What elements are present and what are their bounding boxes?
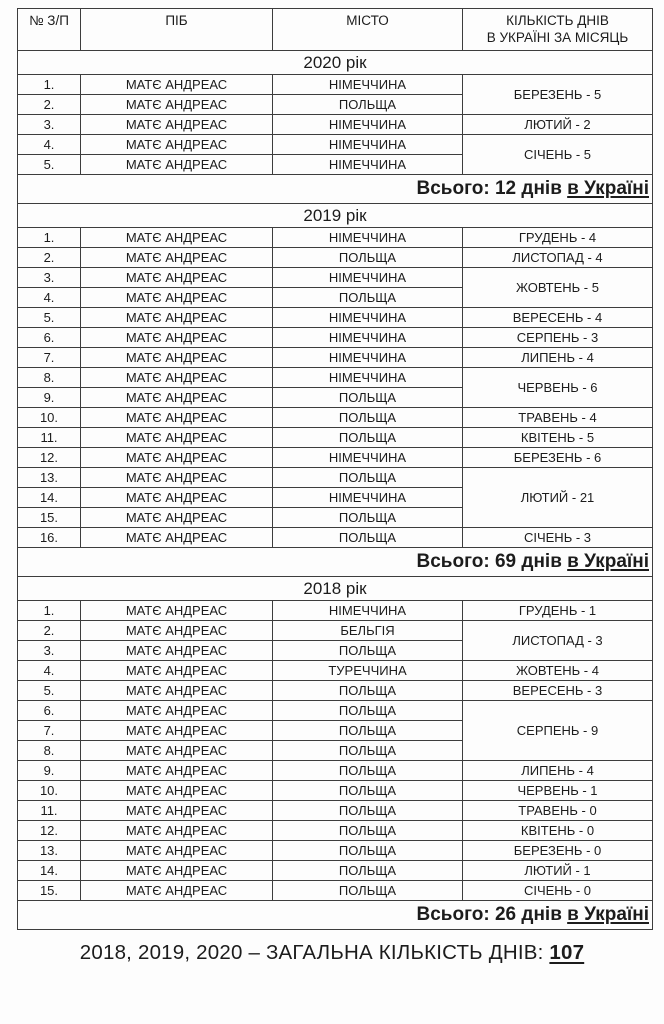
cell-name: МАТЄ АНДРЕАС — [81, 701, 273, 721]
table-row — [18, 801, 653, 821]
cell-city: НІМЕЧЧИНА — [273, 155, 463, 175]
cell-month: БЕРЕЗЕНЬ - 5 — [463, 75, 653, 115]
total-text: Всього: 26 днів — [416, 904, 562, 925]
table-row — [18, 841, 653, 861]
col-header-name-label: ПІБ — [165, 13, 188, 28]
year-row — [18, 577, 653, 601]
total-underlined-text: в Україні — [567, 904, 649, 925]
col-header-num — [18, 9, 81, 51]
cell-city: ПОЛЬЩА — [273, 881, 463, 901]
table-row — [18, 528, 653, 548]
cell-city: ПОЛЬЩА — [273, 641, 463, 661]
section-total — [18, 175, 653, 204]
cell-name: МАТЄ АНДРЕАС — [81, 721, 273, 741]
cell-num: 6. — [18, 328, 81, 348]
cell-city: ПОЛЬЩА — [273, 468, 463, 488]
table-row — [18, 328, 653, 348]
table-row — [18, 248, 653, 268]
cell-name: МАТЄ АНДРЕАС — [81, 601, 273, 621]
table-row — [18, 621, 653, 641]
cell-num: 2. — [18, 248, 81, 268]
cell-month: ТРАВЕНЬ - 4 — [463, 408, 653, 428]
cell-month: ЛЮТИЙ - 2 — [463, 115, 653, 135]
cell-num: 8. — [18, 368, 81, 388]
grand-total-line — [0, 941, 664, 965]
cell-month: ТРАВЕНЬ - 0 — [463, 801, 653, 821]
total-text: Всього: 69 днів — [416, 551, 562, 572]
cell-num: 7. — [18, 348, 81, 368]
cell-name: МАТЄ АНДРЕАС — [81, 741, 273, 761]
cell-name: МАТЄ АНДРЕАС — [81, 821, 273, 841]
cell-month: ЛЮТИЙ - 21 — [463, 468, 653, 528]
cell-city: НІМЕЧЧИНА — [273, 348, 463, 368]
cell-name: МАТЄ АНДРЕАС — [81, 388, 273, 408]
table-row — [18, 408, 653, 428]
col-header-days-line2: В УКРАЇНІ ЗА МІСЯЦЬ — [486, 30, 629, 45]
table-row — [18, 428, 653, 448]
cell-city: ПОЛЬЩА — [273, 528, 463, 548]
cell-month: БЕРЕЗЕНЬ - 0 — [463, 841, 653, 861]
cell-name: МАТЄ АНДРЕАС — [81, 881, 273, 901]
cell-name: МАТЄ АНДРЕАС — [81, 841, 273, 861]
cell-name: МАТЄ АНДРЕАС — [81, 468, 273, 488]
total-row — [18, 901, 653, 930]
table-row — [18, 135, 653, 155]
cell-num: 16. — [18, 528, 81, 548]
cell-name: МАТЄ АНДРЕАС — [81, 861, 273, 881]
cell-city: НІМЕЧЧИНА — [273, 488, 463, 508]
cell-name: МАТЄ АНДРЕАС — [81, 528, 273, 548]
cell-num: 6. — [18, 701, 81, 721]
cell-name: МАТЄ АНДРЕАС — [81, 248, 273, 268]
cell-num: 14. — [18, 861, 81, 881]
cell-num: 11. — [18, 801, 81, 821]
cell-name: МАТЄ АНДРЕАС — [81, 95, 273, 115]
cell-month: КВІТЕНЬ - 0 — [463, 821, 653, 841]
cell-name: МАТЄ АНДРЕАС — [81, 115, 273, 135]
cell-name: МАТЄ АНДРЕАС — [81, 308, 273, 328]
cell-name: МАТЄ АНДРЕАС — [81, 448, 273, 468]
cell-city: НІМЕЧЧИНА — [273, 601, 463, 621]
cell-name: МАТЄ АНДРЕАС — [81, 661, 273, 681]
grand-total-text: 2018, 2019, 2020 – ЗАГАЛЬНА КІЛЬКІСТЬ ДНІВ: — [79, 941, 550, 964]
cell-num: 4. — [18, 135, 81, 155]
cell-num: 15. — [18, 508, 81, 528]
table-row — [18, 468, 653, 488]
table-row — [18, 308, 653, 328]
cell-name: МАТЄ АНДРЕАС — [81, 621, 273, 641]
cell-city: ПОЛЬЩА — [273, 428, 463, 448]
cell-name: МАТЄ АНДРЕАС — [81, 368, 273, 388]
table-row — [18, 601, 653, 621]
cell-num: 2. — [18, 621, 81, 641]
table-row — [18, 881, 653, 901]
cell-month: БЕРЕЗЕНЬ - 6 — [463, 448, 653, 468]
table-row — [18, 821, 653, 841]
cell-month: ЧЕРВЕНЬ - 6 — [463, 368, 653, 408]
year-row — [18, 51, 653, 75]
cell-name: МАТЄ АНДРЕАС — [81, 328, 273, 348]
cell-month: ВЕРЕСЕНЬ - 3 — [463, 681, 653, 701]
grand-total-value: 107 — [549, 941, 585, 964]
cell-city: ПОЛЬЩА — [273, 701, 463, 721]
days-in-ukraine-table — [17, 8, 653, 930]
table-row — [18, 661, 653, 681]
cell-month: ВЕРЕСЕНЬ - 4 — [463, 308, 653, 328]
cell-city: ПОЛЬЩА — [273, 821, 463, 841]
cell-city: НІМЕЧЧИНА — [273, 368, 463, 388]
cell-num: 14. — [18, 488, 81, 508]
cell-name: МАТЄ АНДРЕАС — [81, 288, 273, 308]
table-row — [18, 681, 653, 701]
cell-month: ЛЮТИЙ - 1 — [463, 861, 653, 881]
cell-name: МАТЄ АНДРЕАС — [81, 268, 273, 288]
col-header-num-label: № З/П — [29, 13, 69, 28]
section-total — [18, 901, 653, 930]
table-row — [18, 75, 653, 95]
cell-city: ПОЛЬЩА — [273, 408, 463, 428]
total-row — [18, 548, 653, 577]
cell-num: 12. — [18, 448, 81, 468]
cell-name: МАТЄ АНДРЕАС — [81, 155, 273, 175]
cell-num: 10. — [18, 781, 81, 801]
cell-city: ПОЛЬЩА — [273, 801, 463, 821]
cell-month: СІЧЕНЬ - 0 — [463, 881, 653, 901]
table-header — [18, 9, 653, 51]
cell-num: 15. — [18, 881, 81, 901]
cell-month: СІЧЕНЬ - 5 — [463, 135, 653, 175]
total-text: Всього: 12 днів — [416, 178, 562, 199]
cell-num: 9. — [18, 761, 81, 781]
year-label: 2020 рік — [18, 51, 653, 75]
cell-num: 7. — [18, 721, 81, 741]
cell-num: 8. — [18, 741, 81, 761]
cell-month: ЧЕРВЕНЬ - 1 — [463, 781, 653, 801]
header-row — [18, 9, 653, 51]
cell-num: 5. — [18, 681, 81, 701]
cell-name: МАТЄ АНДРЕАС — [81, 408, 273, 428]
cell-city: ПОЛЬЩА — [273, 841, 463, 861]
cell-name: МАТЄ АНДРЕАС — [81, 781, 273, 801]
cell-city: НІМЕЧЧИНА — [273, 308, 463, 328]
cell-name: МАТЄ АНДРЕАС — [81, 641, 273, 661]
cell-city: ПОЛЬЩА — [273, 508, 463, 528]
year-label: 2019 рік — [18, 204, 653, 228]
cell-city: НІМЕЧЧИНА — [273, 328, 463, 348]
col-header-city-label: МІСТО — [346, 13, 389, 28]
cell-num: 1. — [18, 228, 81, 248]
cell-city: НІМЕЧЧИНА — [273, 135, 463, 155]
cell-num: 10. — [18, 408, 81, 428]
cell-city: НІМЕЧЧИНА — [273, 228, 463, 248]
cell-month: ЛИСТОПАД - 4 — [463, 248, 653, 268]
table-row — [18, 701, 653, 721]
cell-city: БЕЛЬГІЯ — [273, 621, 463, 641]
cell-name: МАТЄ АНДРЕАС — [81, 135, 273, 155]
cell-num: 5. — [18, 308, 81, 328]
cell-city: НІМЕЧЧИНА — [273, 268, 463, 288]
cell-name: МАТЄ АНДРЕАС — [81, 761, 273, 781]
table-row — [18, 268, 653, 288]
cell-num: 4. — [18, 661, 81, 681]
cell-name: МАТЄ АНДРЕАС — [81, 681, 273, 701]
col-header-city — [273, 9, 463, 51]
cell-city: ПОЛЬЩА — [273, 781, 463, 801]
cell-num: 4. — [18, 288, 81, 308]
cell-name: МАТЄ АНДРЕАС — [81, 508, 273, 528]
cell-month: ЖОВТЕНЬ - 4 — [463, 661, 653, 681]
cell-name: МАТЄ АНДРЕАС — [81, 428, 273, 448]
table-row — [18, 368, 653, 388]
table-row — [18, 228, 653, 248]
cell-num: 9. — [18, 388, 81, 408]
cell-name: МАТЄ АНДРЕАС — [81, 348, 273, 368]
cell-num: 1. — [18, 75, 81, 95]
cell-city: НІМЕЧЧИНА — [273, 448, 463, 468]
cell-city: НІМЕЧЧИНА — [273, 75, 463, 95]
cell-city: ПОЛЬЩА — [273, 388, 463, 408]
cell-month: ЖОВТЕНЬ - 5 — [463, 268, 653, 308]
total-row — [18, 175, 653, 204]
cell-num: 11. — [18, 428, 81, 448]
table-row — [18, 448, 653, 468]
cell-month: СЕРПЕНЬ - 3 — [463, 328, 653, 348]
cell-city: ПОЛЬЩА — [273, 861, 463, 881]
cell-month: КВІТЕНЬ - 5 — [463, 428, 653, 448]
cell-month: ЛИСТОПАД - 3 — [463, 621, 653, 661]
cell-num: 2. — [18, 95, 81, 115]
cell-num: 1. — [18, 601, 81, 621]
cell-city: ПОЛЬЩА — [273, 681, 463, 701]
cell-city: ПОЛЬЩА — [273, 741, 463, 761]
cell-num: 5. — [18, 155, 81, 175]
cell-num: 13. — [18, 468, 81, 488]
cell-num: 3. — [18, 115, 81, 135]
year-label: 2018 рік — [18, 577, 653, 601]
cell-month: СЕРПЕНЬ - 9 — [463, 701, 653, 761]
table-row — [18, 761, 653, 781]
col-header-days — [463, 9, 653, 51]
table-row — [18, 861, 653, 881]
cell-num: 12. — [18, 821, 81, 841]
cell-city: ПОЛЬЩА — [273, 95, 463, 115]
cell-num: 3. — [18, 268, 81, 288]
cell-city: ТУРЕЧЧИНА — [273, 661, 463, 681]
cell-month: СІЧЕНЬ - 3 — [463, 528, 653, 548]
cell-city: ПОЛЬЩА — [273, 248, 463, 268]
total-underlined-text: в Україні — [567, 178, 649, 199]
cell-num: 13. — [18, 841, 81, 861]
cell-month: ЛИПЕНЬ - 4 — [463, 348, 653, 368]
cell-month: ГРУДЕНЬ - 4 — [463, 228, 653, 248]
col-header-name — [81, 9, 273, 51]
cell-name: МАТЄ АНДРЕАС — [81, 228, 273, 248]
table-row — [18, 781, 653, 801]
cell-name: МАТЄ АНДРЕАС — [81, 75, 273, 95]
cell-num: 3. — [18, 641, 81, 661]
cell-month: ЛИПЕНЬ - 4 — [463, 761, 653, 781]
cell-city: ПОЛЬЩА — [273, 761, 463, 781]
cell-name: МАТЄ АНДРЕАС — [81, 488, 273, 508]
cell-month: ГРУДЕНЬ - 1 — [463, 601, 653, 621]
cell-city: НІМЕЧЧИНА — [273, 115, 463, 135]
cell-name: МАТЄ АНДРЕАС — [81, 801, 273, 821]
total-underlined-text: в Україні — [567, 551, 649, 572]
table-body — [18, 51, 653, 930]
year-row — [18, 204, 653, 228]
section-total — [18, 548, 653, 577]
col-header-days-line1: КІЛЬКІСТЬ ДНІВ — [506, 13, 609, 28]
cell-city: ПОЛЬЩА — [273, 288, 463, 308]
table-row — [18, 115, 653, 135]
table-row — [18, 348, 653, 368]
cell-city: ПОЛЬЩА — [273, 721, 463, 741]
